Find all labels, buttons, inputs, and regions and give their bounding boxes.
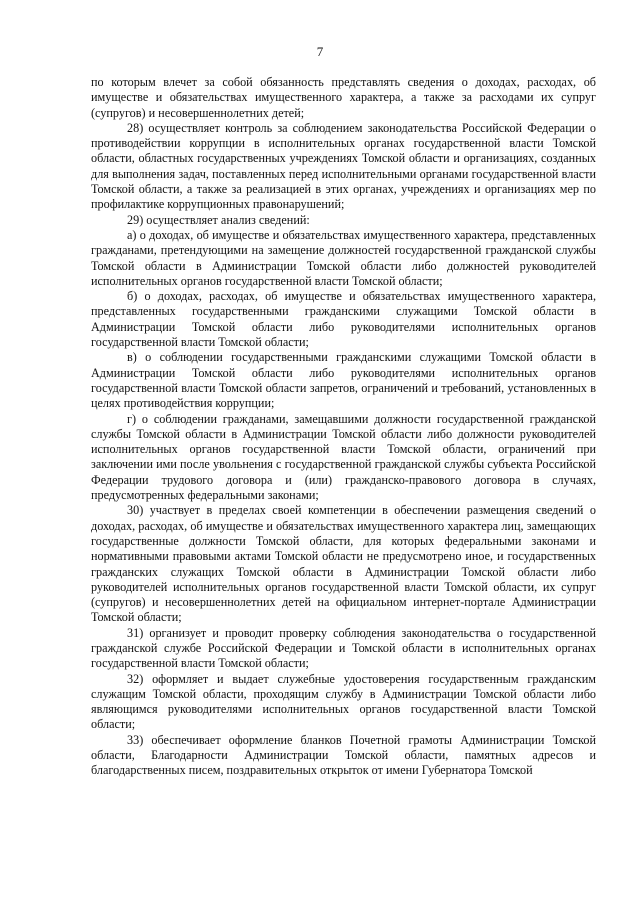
document-body [91, 75, 596, 779]
paragraph-item-29: 29) осуществляет анализ сведений: [127, 212, 310, 227]
page-number: 7 [316, 44, 324, 59]
paragraph-item-28: 28) осуществляет контроль за соблюдением законодательства Российской Федерации о противодействии коррупции в исполнительных органах государственной власти Томской области, областных государственных учреждениях Томской области и организациях, созданных для выполнения задач, поставленных перед исполнительными органами государственной власти Томской области, а также за реализацией в этих органах, учреждениях и организациях мер по профилактике коррупционных правонарушений; [91, 120, 596, 212]
paragraph-continuation: по которым влечет за собой обязанность представлять сведения о доходах, расходах, об имуществе и обязательствах имущественного характера, а также за расходами их супруг (супругов) и несовершеннолетних детей; [91, 75, 596, 120]
paragraph-item-31: 31) организует и проводит проверку соблюдения законодательства о государственной гражданской службе Российской Федерации и Томской области в исполнительных органах государственной власти Томской области; [91, 625, 596, 671]
paragraph-item-30: 30) участвует в пределах своей компетенции в обеспечении размещения сведений о доходах, расходах, об имуществе и обязательствах имущественного характера лиц, замещающих государственные должности Томской области, для которых федеральными законами и нормативными правовыми актами Томской области не предусмотрено иное, и государственных гражданских служащих Томской области в Администрации Томской области либо руководителей исполнительных органов государственной власти Томской области, их супруг (супругов) и несовершеннолетних детей на официальном интернет-портале Администрации Томской области; [91, 503, 596, 625]
paragraph-item-29a: а) о доходах, об имуществе и обязательствах имущественного характера, представленных гражданами, претендующими на замещение должностей государственной гражданской службы Томской области в Администрации Томской области либо должностей руководителей исполнительных органов государственной власти Томской области; [91, 227, 596, 288]
paragraph-item-29b: б) о доходах, расходах, об имуществе и обязательствах имущественного характера, представленных государственными гражданскими служащими Томской области в Администрации Томской области либо руководителями исполнительных органов государственной власти Томской области; [91, 289, 596, 350]
paragraph-item-29g: г) о соблюдении гражданами, замещавшими должности государственной гражданской службы Томской области в Администрации Томской области либо должности руководителей исполнительных органов государственной власти Томской области, ограничений при заключении ими после увольнения с государственной гражданской службы субъекта Российской Федерации трудового договора и (или) гражданско-правового договора в случаях, предусмотренных федеральными законами; [91, 411, 596, 503]
paragraph-item-33: 33) обеспечивает оформление бланков Почетной грамоты Администрации Томской области, Благодарности Администрации Томской области, памятных адресов и благодарственных писем, поздравительных открыток от имени Губернатора Томской [91, 732, 596, 778]
paragraph-item-32: 32) оформляет и выдает служебные удостоверения государственным гражданским служащим Томской области, проходящим службу в Администрации Томской области либо являющимся руководителями исполнительных органов государственной власти Томской области; [91, 671, 596, 732]
paragraph-item-29v: в) о соблюдении государственными гражданскими служащими Томской области в Администрации Томской области либо руководителями исполнительных органов государственной власти Томской области запретов, ограничений и требований, установленных в целях противодействия коррупции; [91, 350, 596, 411]
